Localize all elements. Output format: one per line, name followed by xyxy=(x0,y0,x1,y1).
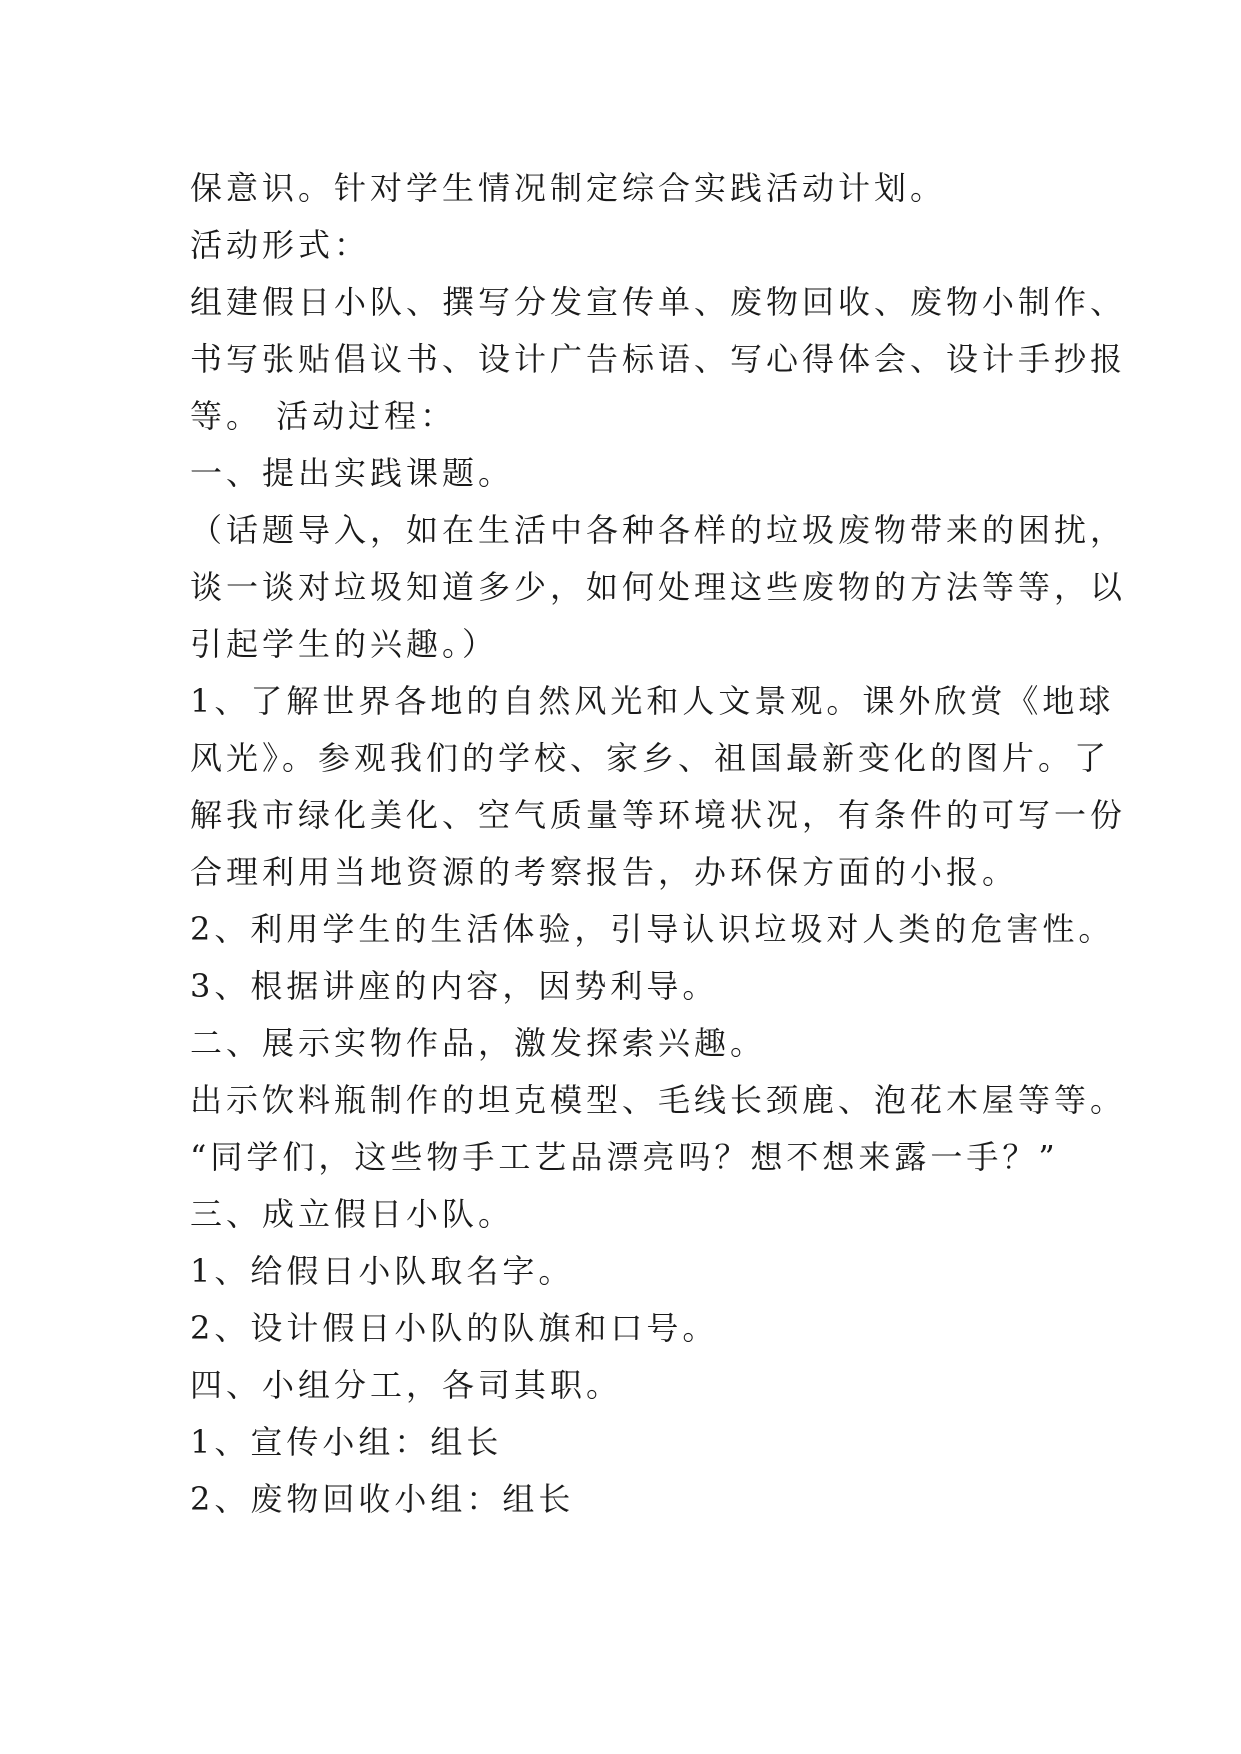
text-line: （话题导入，如在生活中各种各样的垃圾废物带来的困扰， xyxy=(190,511,1127,549)
text-line: 等。 活动过程： xyxy=(190,397,457,435)
text-line: 合理利用当地资源的考察报告，办环保方面的小报。 xyxy=(190,853,1019,891)
list-item: 2、利用学生的生活体验，引导认识垃圾对人类的危害性。 xyxy=(190,910,1115,948)
section-heading: 二、展示实物作品，激发探索兴趣。 xyxy=(190,1024,767,1062)
section-heading: 四、小组分工，各司其职。 xyxy=(190,1366,623,1404)
section-heading: 一、提出实践课题。 xyxy=(190,454,515,492)
section-heading: 活动形式： xyxy=(190,226,371,264)
list-item: 1、给假日小队取名字。 xyxy=(190,1252,575,1290)
text-line: 出示饮料瓶制作的坦克模型、毛线长颈鹿、泡花木屋等等。 xyxy=(190,1081,1127,1119)
list-item: 3、根据讲座的内容，因势利导。 xyxy=(190,967,719,1005)
text-line: 风光》。参观我们的学校、家乡、祖国最新变化的图片。了 xyxy=(190,739,1111,777)
list-item: 1、宣传小组：组长 xyxy=(190,1423,503,1461)
text-line: “同学们，这些物手工艺品漂亮吗？想不想来露一手？” xyxy=(190,1138,1059,1176)
list-item: 2、废物回收小组：组长 xyxy=(190,1480,575,1518)
text-line: 引起学生的兴趣。） xyxy=(190,625,499,663)
text-line: 书写张贴倡议书、设计广告标语、写心得体会、设计手抄报 xyxy=(190,340,1127,378)
list-item: 1、了解世界各地的自然风光和人文景观。课外欣赏《地球 xyxy=(190,682,1115,720)
text-line: 保意识。针对学生情况制定综合实践活动计划。 xyxy=(190,169,947,207)
text-line: 谈一谈对垃圾知道多少，如何处理这些废物的方法等等，以 xyxy=(190,568,1127,606)
list-item: 2、设计假日小队的队旗和口号。 xyxy=(190,1309,719,1347)
section-heading: 三、成立假日小队。 xyxy=(190,1195,515,1233)
text-line: 解我市绿化美化、空气质量等环境状况，有条件的可写一份 xyxy=(190,796,1127,834)
text-line: 组建假日小队、撰写分发宣传单、废物回收、废物小制作、 xyxy=(190,283,1127,321)
document-body xyxy=(190,160,1127,1528)
